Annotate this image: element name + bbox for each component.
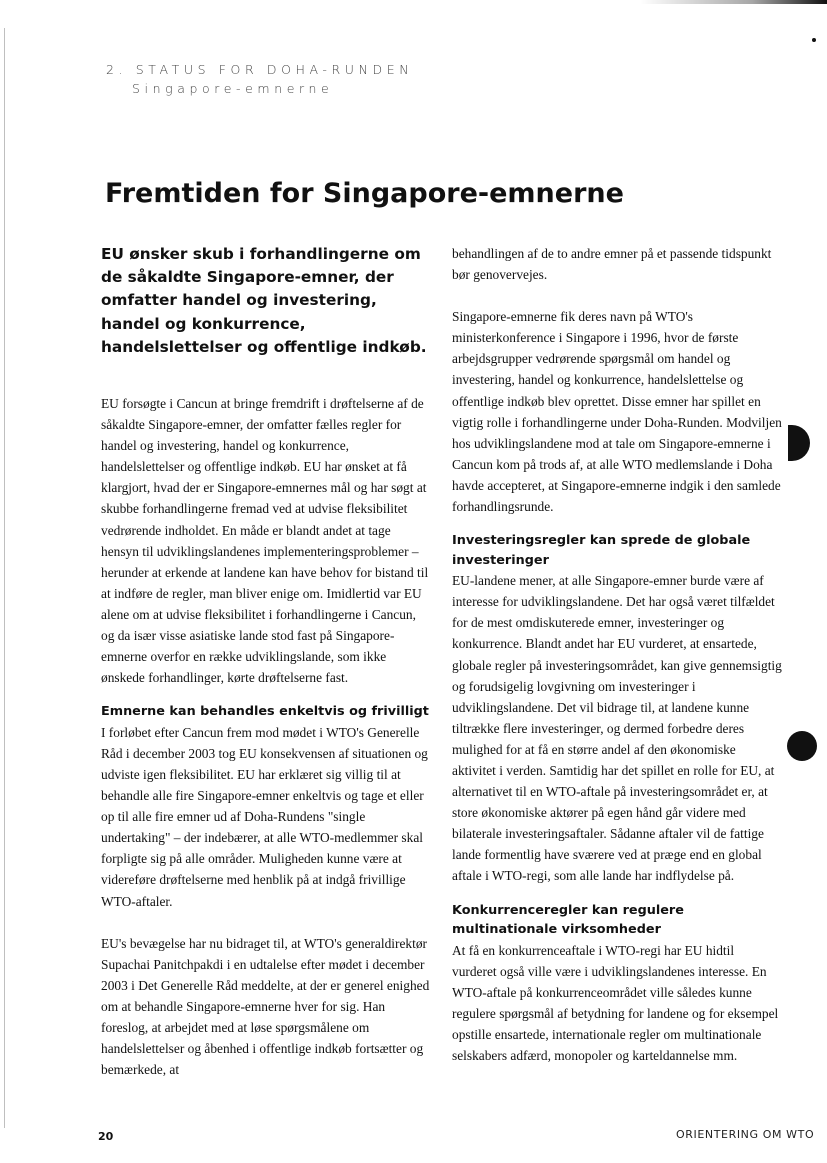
subheading: Emnerne kan behandles enkeltvis og frivilligt	[101, 704, 429, 720]
scan-edge-left	[4, 28, 5, 1128]
body-paragraph: At få en konkurrenceaftale i WTO-regi har EU hidtil vurderet også ville være i udviklingslandenes interesse. En WTO-aftale på konkurrenceområdet ville således kunne regulere spørgsmål af betydning for landene og for eksempel opstille ensartede, internationale regler om multinationale selskabers adfærd, monopoler og karteldannelse mm.	[452, 942, 779, 1063]
right-column	[452, 243, 782, 1066]
binding-hole-mark	[788, 425, 810, 461]
body-paragraph: EU forsøgte i Cancun at bringe fremdrift i drøftelserne af de såkaldte Singapore-emner, der omfatter fælles regler for handel og investering, handel og konkurrence, handelslettelser og offentlige indkøb. EU har ønsket at få klargjort, hvad der er Singapore-emnernes mål og har søgt at skubbe forhandlingerne fremad ved at udvise fleksibilitet vedrørende indholdet. En måde er blandt andet at tage hensyn til udviklingslandenes implementeringsproblemer – herunder at erkende at landene kan have behov for bistand til at indføre de regler, man bliver enige om. Imidlertid var EU alene om at udvise fleksibilitet i forhandlingerne i Cancun, og da især visse asiatiske lande stod fast på Singapore-emnerne overfor en række udviklingslande, som ikke ønskede forhandlinger, kørte drøftelserne fast.	[101, 396, 429, 686]
body-paragraph: Singapore-emnerne fik deres navn på WTO's ministerkonference i Singapore i 1996, hvor de første arbejdsgrupper vedrørende spørgsmål om handel og investering, handel og konkurrence, handelslettelse og offentlige indkøb blev oprettet. Disse emner har spillet en vigtig rolle i forhandlingerne under Doha-Runden. Modviljen hos udviklingslandene mod at tale om Singapore-emnerne i Cancun kom på trods af, at alle WTO medlemslande i Doha havde accepteret, at Singapore-emnerne indgik i den samlede forhandlingsrunde.	[452, 309, 782, 515]
scan-edge-top	[640, 0, 827, 4]
publication-footer: ORIENTERING OM WTO	[676, 1128, 815, 1141]
running-header	[106, 60, 413, 98]
lead-paragraph: EU ønsker skub i forhandlingerne om de såkaldte Singapore-emner, der omfatter handel og investering, handel og konkurrence, handelslettelser og offentlige indkøb.	[101, 245, 427, 356]
section-heading: 2. STATUS FOR DOHA-RUNDEN	[106, 62, 414, 77]
margin-dot	[812, 38, 816, 42]
subheading: Konkurrenceregler kan regulere multinationale virksomheder	[452, 902, 684, 938]
page-title: Fremtiden for Singapore-emnerne	[105, 178, 624, 209]
subheading: Investeringsregler kan sprede de globale investeringer	[452, 533, 751, 568]
page-number: 20	[98, 1130, 114, 1143]
binding-hole-mark	[787, 731, 817, 761]
body-paragraph: behandlingen af de to andre emner på et passende tidspunkt bør genovervejes.	[452, 246, 772, 283]
body-paragraph: EU-landene mener, at alle Singapore-emner burde være af interesse for udviklingslandene. Det har også været tilfældet for de mest omdiskuterede emner, investeringer og konkurrence. Blandt andet har EU vurderet, at ensartede, globale regler på investeringsområdet, kan give gennemsigtig og forudsigelig lovgivning om investeringer i udviklingslandene. Det vil bidrage til, at landene kunne tiltrække flere investeringer, og dermed forbedre deres mulighed for at få en større andel af den økonomiske aktivitet i verden. Samtidig har det spillet en rolle for EU, at alternativet til en WTO-aftale på investeringsområdet er, at store økonomiske aktører på egen hånd går videre med bilaterale investeringsaftaler. Sådanne aftaler vil de fattige lande formentlig have sværere ved at præge end en global aftale i WTO-regi, som alle lande har indflydelse på.	[452, 573, 782, 884]
left-column	[101, 243, 431, 1080]
subsection-heading: Singapore-emnerne	[132, 81, 334, 96]
body-paragraph: EU's bevægelse har nu bidraget til, at WTO's generaldirektør Supachai Panitchpakdi i en udtalelse efter mødet i december 2003 i Det Generelle Råd meddelte, at der er generel enighed om at behandle Singapore-emnerne hver for sig. Han foreslog, at arbejdet med at løse spørgsmålene om handelslettelser og åbenhed i offentlige indkøb fortsætter og bemærkede, at	[101, 935, 430, 1078]
body-paragraph: I forløbet efter Cancun frem mod mødet i WTO's Generelle Råd i december 2003 tog EU konsekvensen af situationen og udviste igen fleksibilitet. EU har erklæret sig villig til at behandle alle fire Singapore-emner enkeltvis og tage et eller op til alle fire emner ud af Doha-Rundens "single undertaking" – der indebærer, at alle WTO-medlemmer skal forpligte sig på alle områder. Muligheden kunne være at videreføre drøftelserne med henblik på at indgå frivillige WTO-aftaler.	[101, 724, 428, 909]
